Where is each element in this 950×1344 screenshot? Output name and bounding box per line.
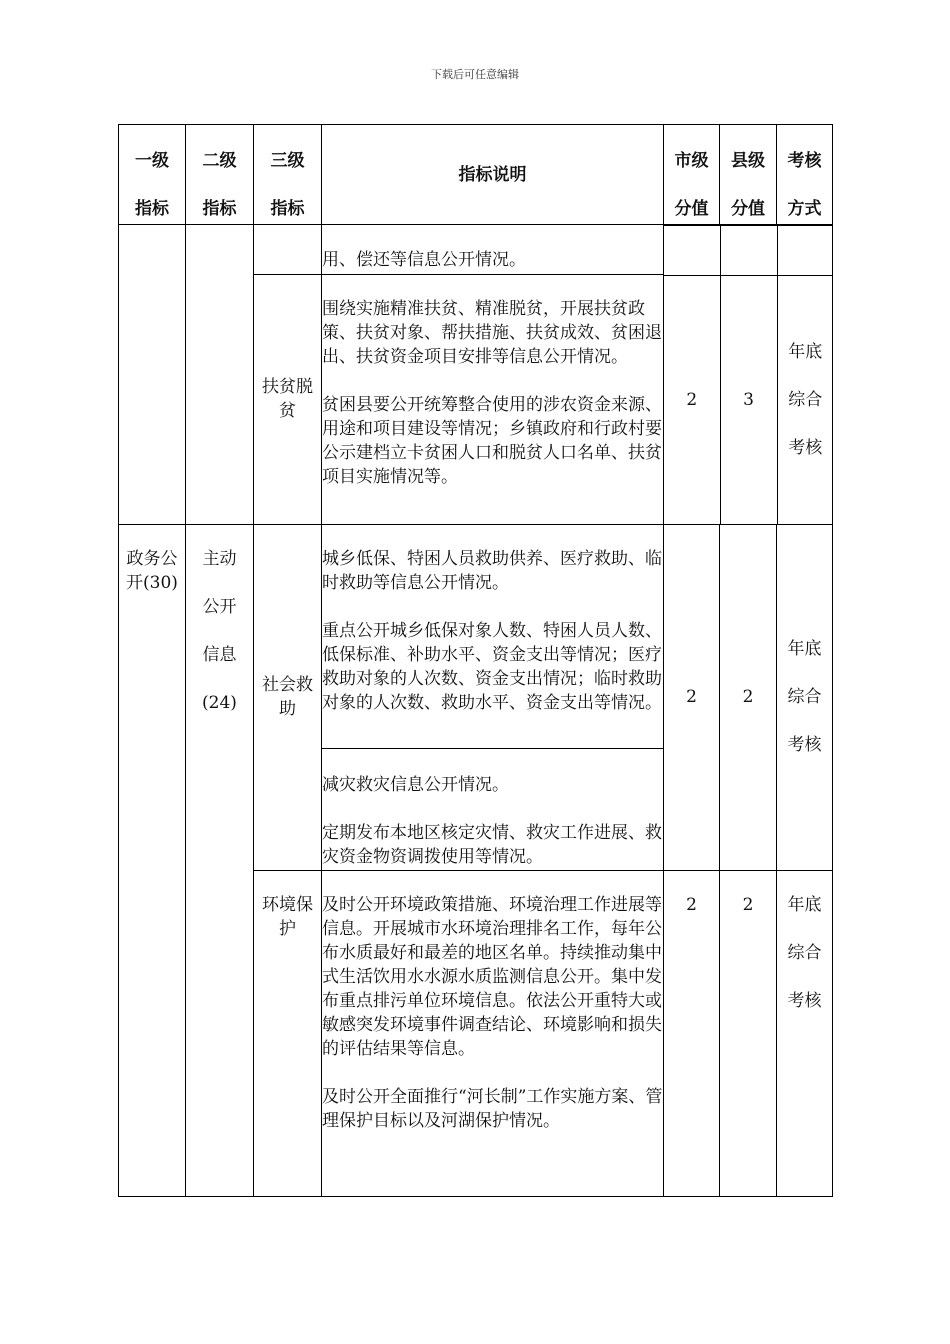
header-description: 指标说明: [322, 125, 664, 225]
city-score-fupin: 2: [664, 276, 720, 524]
level1-cell-empty: [119, 225, 186, 525]
city-score-huanjing: 2: [664, 870, 720, 1196]
header-city-score: 市级 分值: [664, 125, 720, 225]
header-level3: 三级 指标: [254, 125, 322, 225]
description-fupin: 围绕实施精准扶贫、精准脱贫，开展扶贫政策、扶贫对象、帮扶措施、扶贫成效、贫困退出、扶贫资金项目安排等信息公开情况。 贫困县要公开统筹整合使用的涉农资金来源、用途和项目建设等情况；乡镇政府和行政村要公示建档立卡贫困人口和脱贫人口名单、扶贫项目实施情况等。: [322, 275, 664, 524]
indicator-table: [118, 124, 833, 1197]
header-level1: 一级 指标: [119, 125, 186, 225]
level3-cell-empty: [254, 225, 322, 275]
county-score-jiuzhu: 2: [720, 524, 777, 870]
city-score-jiuzhu: 2: [664, 524, 720, 870]
watermark-text: 下载后可任意编辑: [431, 68, 519, 81]
table-row-jiuzhu-1: [119, 524, 833, 748]
header-level2: 二级 指标: [186, 125, 254, 225]
level1-zhengwu: 政务公开(30): [119, 524, 186, 1196]
level3-huanjing: 环境保护: [254, 870, 322, 1196]
header-exam-method: 考核 方式: [777, 125, 833, 225]
description-jiuzhu-b: 减灾救灾信息公开情况。 定期发布本地区核定灾情、救灾工作进展、救灾资金物资调拨使用等情况。: [322, 748, 664, 870]
level2-zhudong: 主动 公开 信息 (24): [186, 524, 254, 1196]
level3-fupin: 扶贫脱贫: [254, 275, 322, 524]
description-huanjing: 及时公开环境政策措施、环境治理工作进展等信息。开展城市水环境治理排名工作，每年公布水质最好和最差的地区名单。持续推动集中式生活饮用水水源水质监测信息公开。集中发布重点排污单位环境信息。依法公开重特大或敏感突发环境事件调查结论、环境影响和损失的评估结果等信息。 及时公开全面推行“河长制”工作实施方案、管理保护目标以及河湖保护情况。: [322, 870, 664, 1196]
header-county-score: 县级 分值: [720, 125, 777, 225]
table-row-continuation: [119, 225, 833, 275]
county-score-huanjing: 2: [720, 870, 777, 1196]
exam-method-jiuzhu: 年底 综合 考核: [777, 524, 833, 870]
exam-method-huanjing: 年底 综合 考核: [777, 870, 833, 1196]
score-exam-group: [664, 225, 833, 525]
level2-cell-empty: [186, 225, 254, 525]
description-cell: 用、偿还等信息公开情况。: [322, 225, 664, 275]
level3-jiuzhu: 社会救助: [254, 524, 322, 870]
exam-method-fupin: 年底 综合 考核: [777, 276, 833, 524]
header-row: [119, 125, 833, 225]
description-jiuzhu-a: 城乡低保、特困人员救助供养、医疗救助、临时救助等信息公开情况。 重点公开城乡低保对象人数、特困人员人数、低保标准、补助水平、资金支出等情况；医疗救助对象的人次数、资金支出情况；临时救助对象的人次数、救助水平、资金支出等情况。: [322, 524, 664, 748]
county-score-fupin: 3: [720, 276, 777, 524]
